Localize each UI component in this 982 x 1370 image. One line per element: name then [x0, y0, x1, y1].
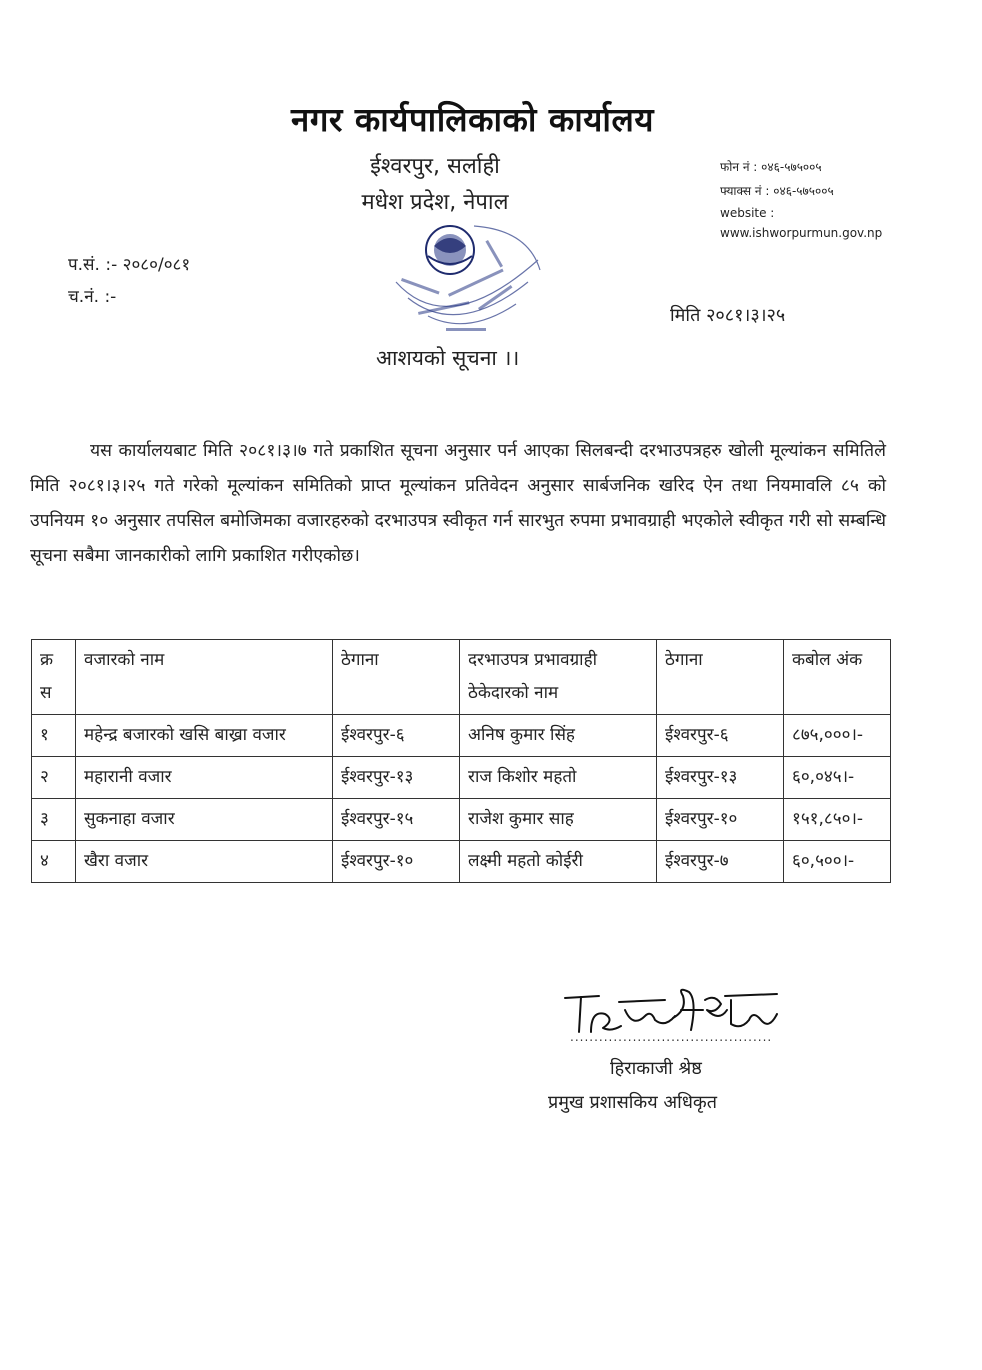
- emblem-icon: [426, 226, 474, 274]
- website-label: website :: [720, 206, 775, 220]
- signature-dotted-line: ..........................................: [570, 1030, 773, 1044]
- header-address: ठेगाना: [333, 640, 460, 715]
- cell-serial: २: [32, 757, 76, 799]
- cell-contractor-address: ईश्वरपुर-६: [657, 715, 784, 757]
- header-serial: क्र स: [32, 640, 76, 715]
- cell-bid-amount: ६०,५००।-: [784, 841, 891, 883]
- cell-contractor-address: ईश्वरपुर-१३: [657, 757, 784, 799]
- cell-contractor-name: राजेश कुमार साह: [460, 799, 657, 841]
- header-market-name: वजारको नाम: [76, 640, 333, 715]
- header-contractor-address: ठेगाना: [657, 640, 784, 715]
- cell-contractor-address: ईश्वरपुर-७: [657, 841, 784, 883]
- cell-market-name: महेन्द्र बजारको खसि बाख्रा वजार: [76, 715, 333, 757]
- accepted-bids-table: [31, 639, 891, 883]
- cell-contractor-address: ईश्वरपुर-१०: [657, 799, 784, 841]
- cell-market-name: खैरा वजार: [76, 841, 333, 883]
- cell-contractor-name: लक्ष्मी महतो कोईरी: [460, 841, 657, 883]
- letter-number: प.सं. :- २०८०/०८१: [68, 255, 191, 275]
- cell-serial: ३: [32, 799, 76, 841]
- table-header-row: [32, 640, 891, 715]
- fax-number: फ्याक्स नं : ०४६-५७५००५: [720, 184, 834, 198]
- cell-contractor-name: अनिष कुमार सिंह: [460, 715, 657, 757]
- header-bid-amount: कबोल अंक: [784, 640, 891, 715]
- notice-date: मिति २०८१।३।२५: [670, 305, 786, 326]
- cell-bid-amount: ६०,०४५।-: [784, 757, 891, 799]
- table-row: [32, 757, 891, 799]
- notice-title: आशयको सूचना ।।: [376, 346, 520, 370]
- address-line-2: मधेश प्रदेश, नेपाल: [361, 190, 509, 215]
- cell-market-name: सुकनाहा वजार: [76, 799, 333, 841]
- address-line-1: ईश्वरपुर, सर्लाही: [370, 154, 500, 179]
- cell-address: ईश्वरपुर-१५: [333, 799, 460, 841]
- table-row: [32, 841, 891, 883]
- website-link[interactable]: www.ishworpurmun.gov.np: [720, 226, 883, 240]
- cell-address: ईश्वरपुर-१३: [333, 757, 460, 799]
- cell-address: ईश्वरपुर-६: [333, 715, 460, 757]
- table-row: [32, 715, 891, 757]
- official-seal-stamp: [388, 220, 548, 350]
- notice-body: यस कार्यालयबाट मिति २०८१।३।७ गते प्रकाशित सूचना अनुसार पर्न आएका सिलबन्दी दरभाउपत्रहरु खोली मूल्यांकन समितिले मिति २०८१।३।२५ गते गरेको मूल्यांकन समितिको प्राप्त मूल्यांकन प्रतिवेदन अनुसार सार्बजनिक खरिद ऐन तथा नियमावलि ८५ को उपनियम १० अनुसार तपसिल बमोजिमका वजारहरुको दरभाउपत्र स्वीकृत गर्न सारभुत रुपमा प्रभावग्राही भएकोले स्वीकृत गरी सो सम्बन्धि सूचना सबैमा जानकारीको लागि प्रकाशित गरीएकोछ।: [30, 441, 886, 566]
- signatory-designation: प्रमुख प्रशासकिय अधिकृत: [548, 1092, 717, 1113]
- office-title: नगर कार्यपालिकाको कार्यालय: [291, 100, 654, 139]
- cell-address: ईश्वरपुर-१०: [333, 841, 460, 883]
- cell-bid-amount: १५१,८५०।-: [784, 799, 891, 841]
- cell-serial: १: [32, 715, 76, 757]
- dispatch-number: च.नं. :-: [68, 287, 117, 307]
- cell-market-name: महारानी वजार: [76, 757, 333, 799]
- header-contractor-name: दरभाउपत्र प्रभावग्राही ठेकेदारको नाम: [460, 640, 657, 715]
- cell-contractor-name: राज किशोर महतो: [460, 757, 657, 799]
- phone-number: फोन नं : ०४६-५७५००५: [720, 160, 822, 174]
- cell-bid-amount: ८७५,०००।-: [784, 715, 891, 757]
- cell-serial: ४: [32, 841, 76, 883]
- table-row: [32, 799, 891, 841]
- signatory-name: हिराकाजी श्रेष्ठ: [610, 1058, 702, 1079]
